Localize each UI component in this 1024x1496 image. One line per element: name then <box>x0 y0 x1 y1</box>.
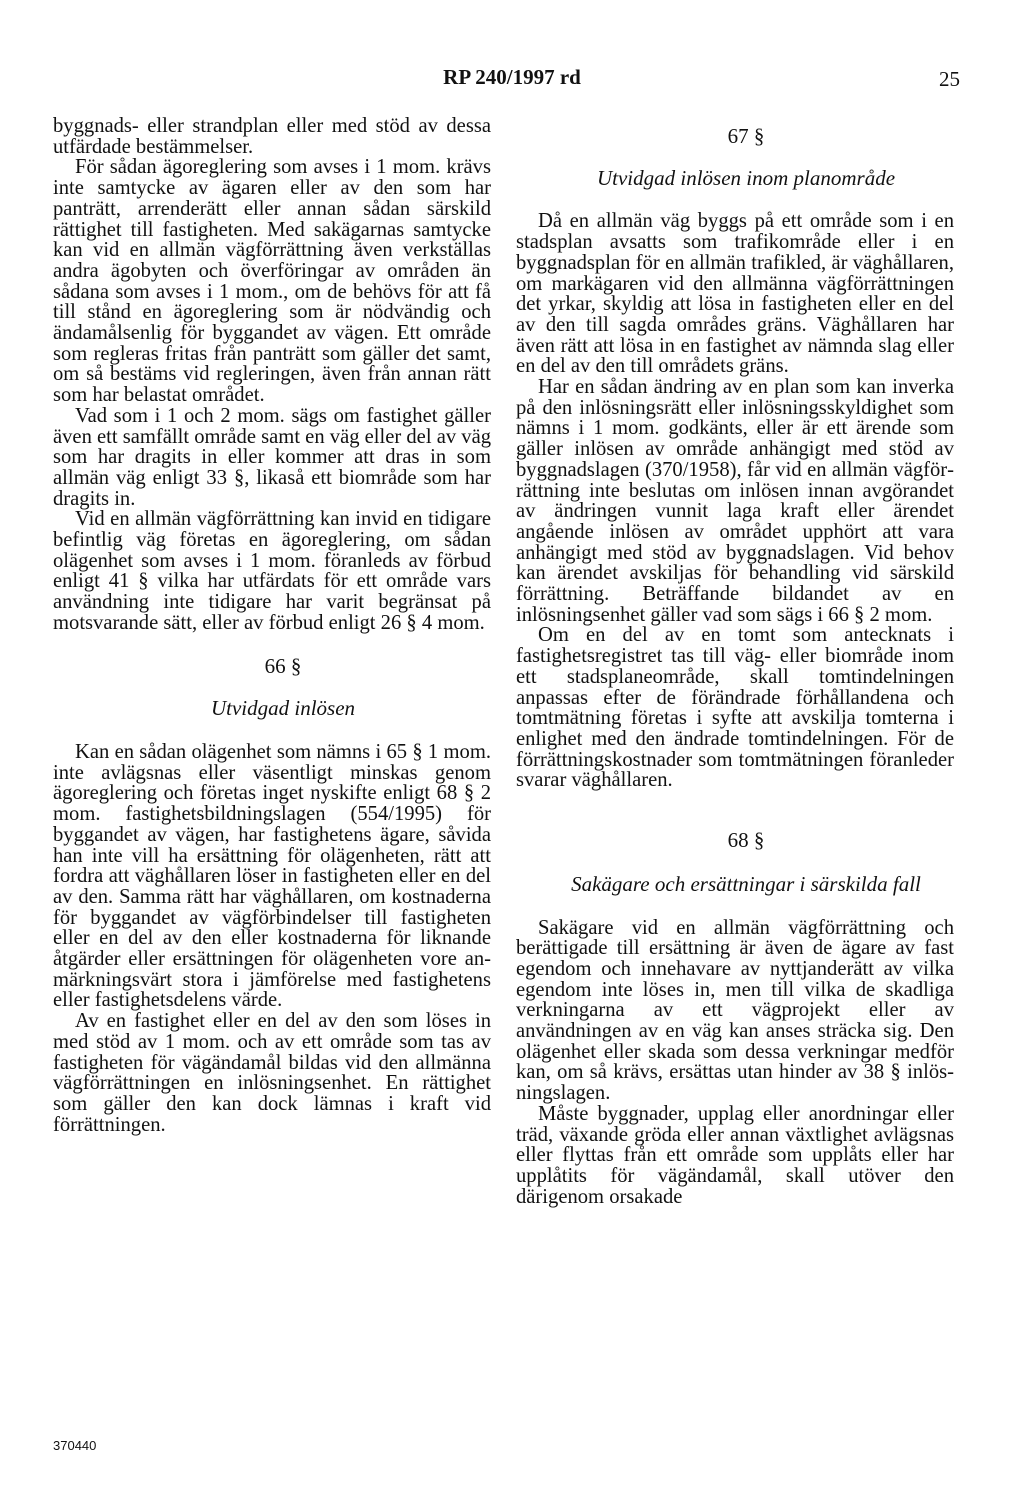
section-number: 67 § <box>727 124 765 148</box>
left-column <box>53 116 491 1135</box>
paragraph: byggnads- eller strandplan eller med stöd av dessa utfärdade bestämmelser. <box>53 115 491 158</box>
right-column <box>516 126 954 1207</box>
paragraph: För sådan ägoreglering som avses i 1 mom. krävs inte samtycke av ägaren eller av den som har panträtt, arrenderätt eller annan sådan särskild rättighet till fastigheten. Med sakägarnas samtycke kan vid en allmän vägförrättning även verkställas andra ägobyten och överföringar av områden än sådana som avses i 1 mom., om de behövs för att få till stånd en ägoreglering som är nödvändig och ändamålsenlig för byggandet av vägen. Ett område som regleras fritas från panträtt som gäller det samt, om så bestäms vid regleringen, även från annan rätt som har belastat området. <box>53 156 491 407</box>
section-title: Sakägare och ersättningar i särskilda fall <box>571 871 921 896</box>
section-title: Utvidgad inlösen inom planområde <box>596 165 896 190</box>
section-title: Utvidgad inlösen <box>210 696 356 721</box>
section-number: 68 § <box>727 828 765 853</box>
paragraph: Sakägare vid en allmän vägförrättning och berättigade till ersättning är även de ägare av fast egendom och innehavare av nyttjanderätt av vilka egendom inte löses in, men till vilka de skadliga verkningarna av ett vägprojekt eller av användningen av en väg kan anses sträcka sig. Den olägenhet eller skada som dessa verkningar medför kan, om så krävs, ersättas utan hinder av 38 § inlösningslagen. <box>516 916 954 1105</box>
footer-code: 370440 <box>53 1438 97 1453</box>
paragraph: Vad som i 1 och 2 mom. sägs om fastighet gäller även ett samfällt område samt en väg eller del av väg som har dragits in eller kommer att dras in som allmän väg enligt 33 §, likaså ett biområde som har dragits in. <box>53 404 492 510</box>
paragraph: Om en del av en tomt som antecknats i fastighetsregistret tas till väg- eller biområde inom ett stadsplaneområde, skall tomtindelningen anpassas efter de förändrade förhållandena och tomtmätning företas i syfte att avskilja tomterna i enlighet med den ändrade tomtindelningen. För de förrättningskostnader som tomtmätningen föranleder svarar väghållaren. <box>516 624 954 792</box>
document-id: RP 240/1997 rd <box>443 65 581 89</box>
paragraph: Vid en allmän vägförrättning kan invid en tidigare befintlig väg företas en ägoreglering, om sådan olägenhet som avses i 1 mom. föranleds av förbud enligt 41 § vilka har utfärdats för ett område vars användning inte tidigare har varit begränsat på motsvarande sätt, eller av förbud enligt 26 § 4 mom. <box>53 508 491 634</box>
paragraph: Måste byggnader, upplag eller anordningar eller träd, växande gröda eller annan växtlighet avlägsnas eller flyttas från ett område som upplåts eller har upplåtits för vägändamål, skall utöver den därigenom orsakade <box>516 1102 954 1208</box>
paragraph: Kan en sådan olägenhet som nämns i 65 § 1 mom. inte avlägsnas eller väsentligt minskas genom ägoreglering och företas inget nyskifte enligt 68 § 2 mom. fastighetsbildningslagen (554/1995) för byggandet av vägen, har fastighetens ägare, såvida han inte vill ha ersättning för olägenheten, rätt att fordra att väghållaren löser in fastigheten eller en del av den. Samma rätt har väghållaren, om kostnaderna för byggandet av vägförbindelser till fastigheten eller en del av den eller kostnaderna för liknande åtgärder eller ersättningen för olägenheten vore anmärkningsvärt stora i jämförelse med fastighetens eller fastighetsdelens värde. <box>53 740 491 1012</box>
page-number: 25 <box>939 67 960 91</box>
section-number: 66 § <box>264 653 302 678</box>
paragraph: Har en sådan ändring av en plan som kan inverka på den inlösningsrätt eller inlösningsskyldighet som nämns i 1 mom. godkänts, eller är ett ärende som gäller inlösen av område anhängigt med stöd av byggnadslagen (370/1958), får vid en allmän vägförrättning inte beslutas om inlösen innan avgörandet av ändringen vunnit laga kraft eller ärendet angående inlösen av området upphört att vara anhängigt med stöd av byggnadslagen. Vid behov kan ärendet avskiljas för behandling vid särskild förrättning. Beträffande bildandet av en inlösningsenhet gäller vad som sägs i 66 § 2 mom. <box>516 376 954 626</box>
paragraph: Då en allmän väg byggs på ett område som i en stadsplan avsatts som trafikområde eller i en byggnadsplan för en allmän trafikled, är väghållaren, om markägaren vid den allmänna vägförrättningen det yrkar, skyldig att lösa in fastigheten eller en del av den till sagda områdes gräns. Väghållaren har även rätt att lösa in en fastighet av nämnda slag eller en del av den till områdets gräns. <box>516 210 954 378</box>
running-header <box>0 62 1024 92</box>
paragraph: Av en fastighet eller en del av den som löses in med stöd av 1 mom. och av ett område som tas av fastigheten för vägändamål bildas vid den allmänna vägförrättningen en inlösningsenhet. En rättighet som gäller den kan dock lämnas i kraft vid förrättningen. <box>53 1010 491 1136</box>
